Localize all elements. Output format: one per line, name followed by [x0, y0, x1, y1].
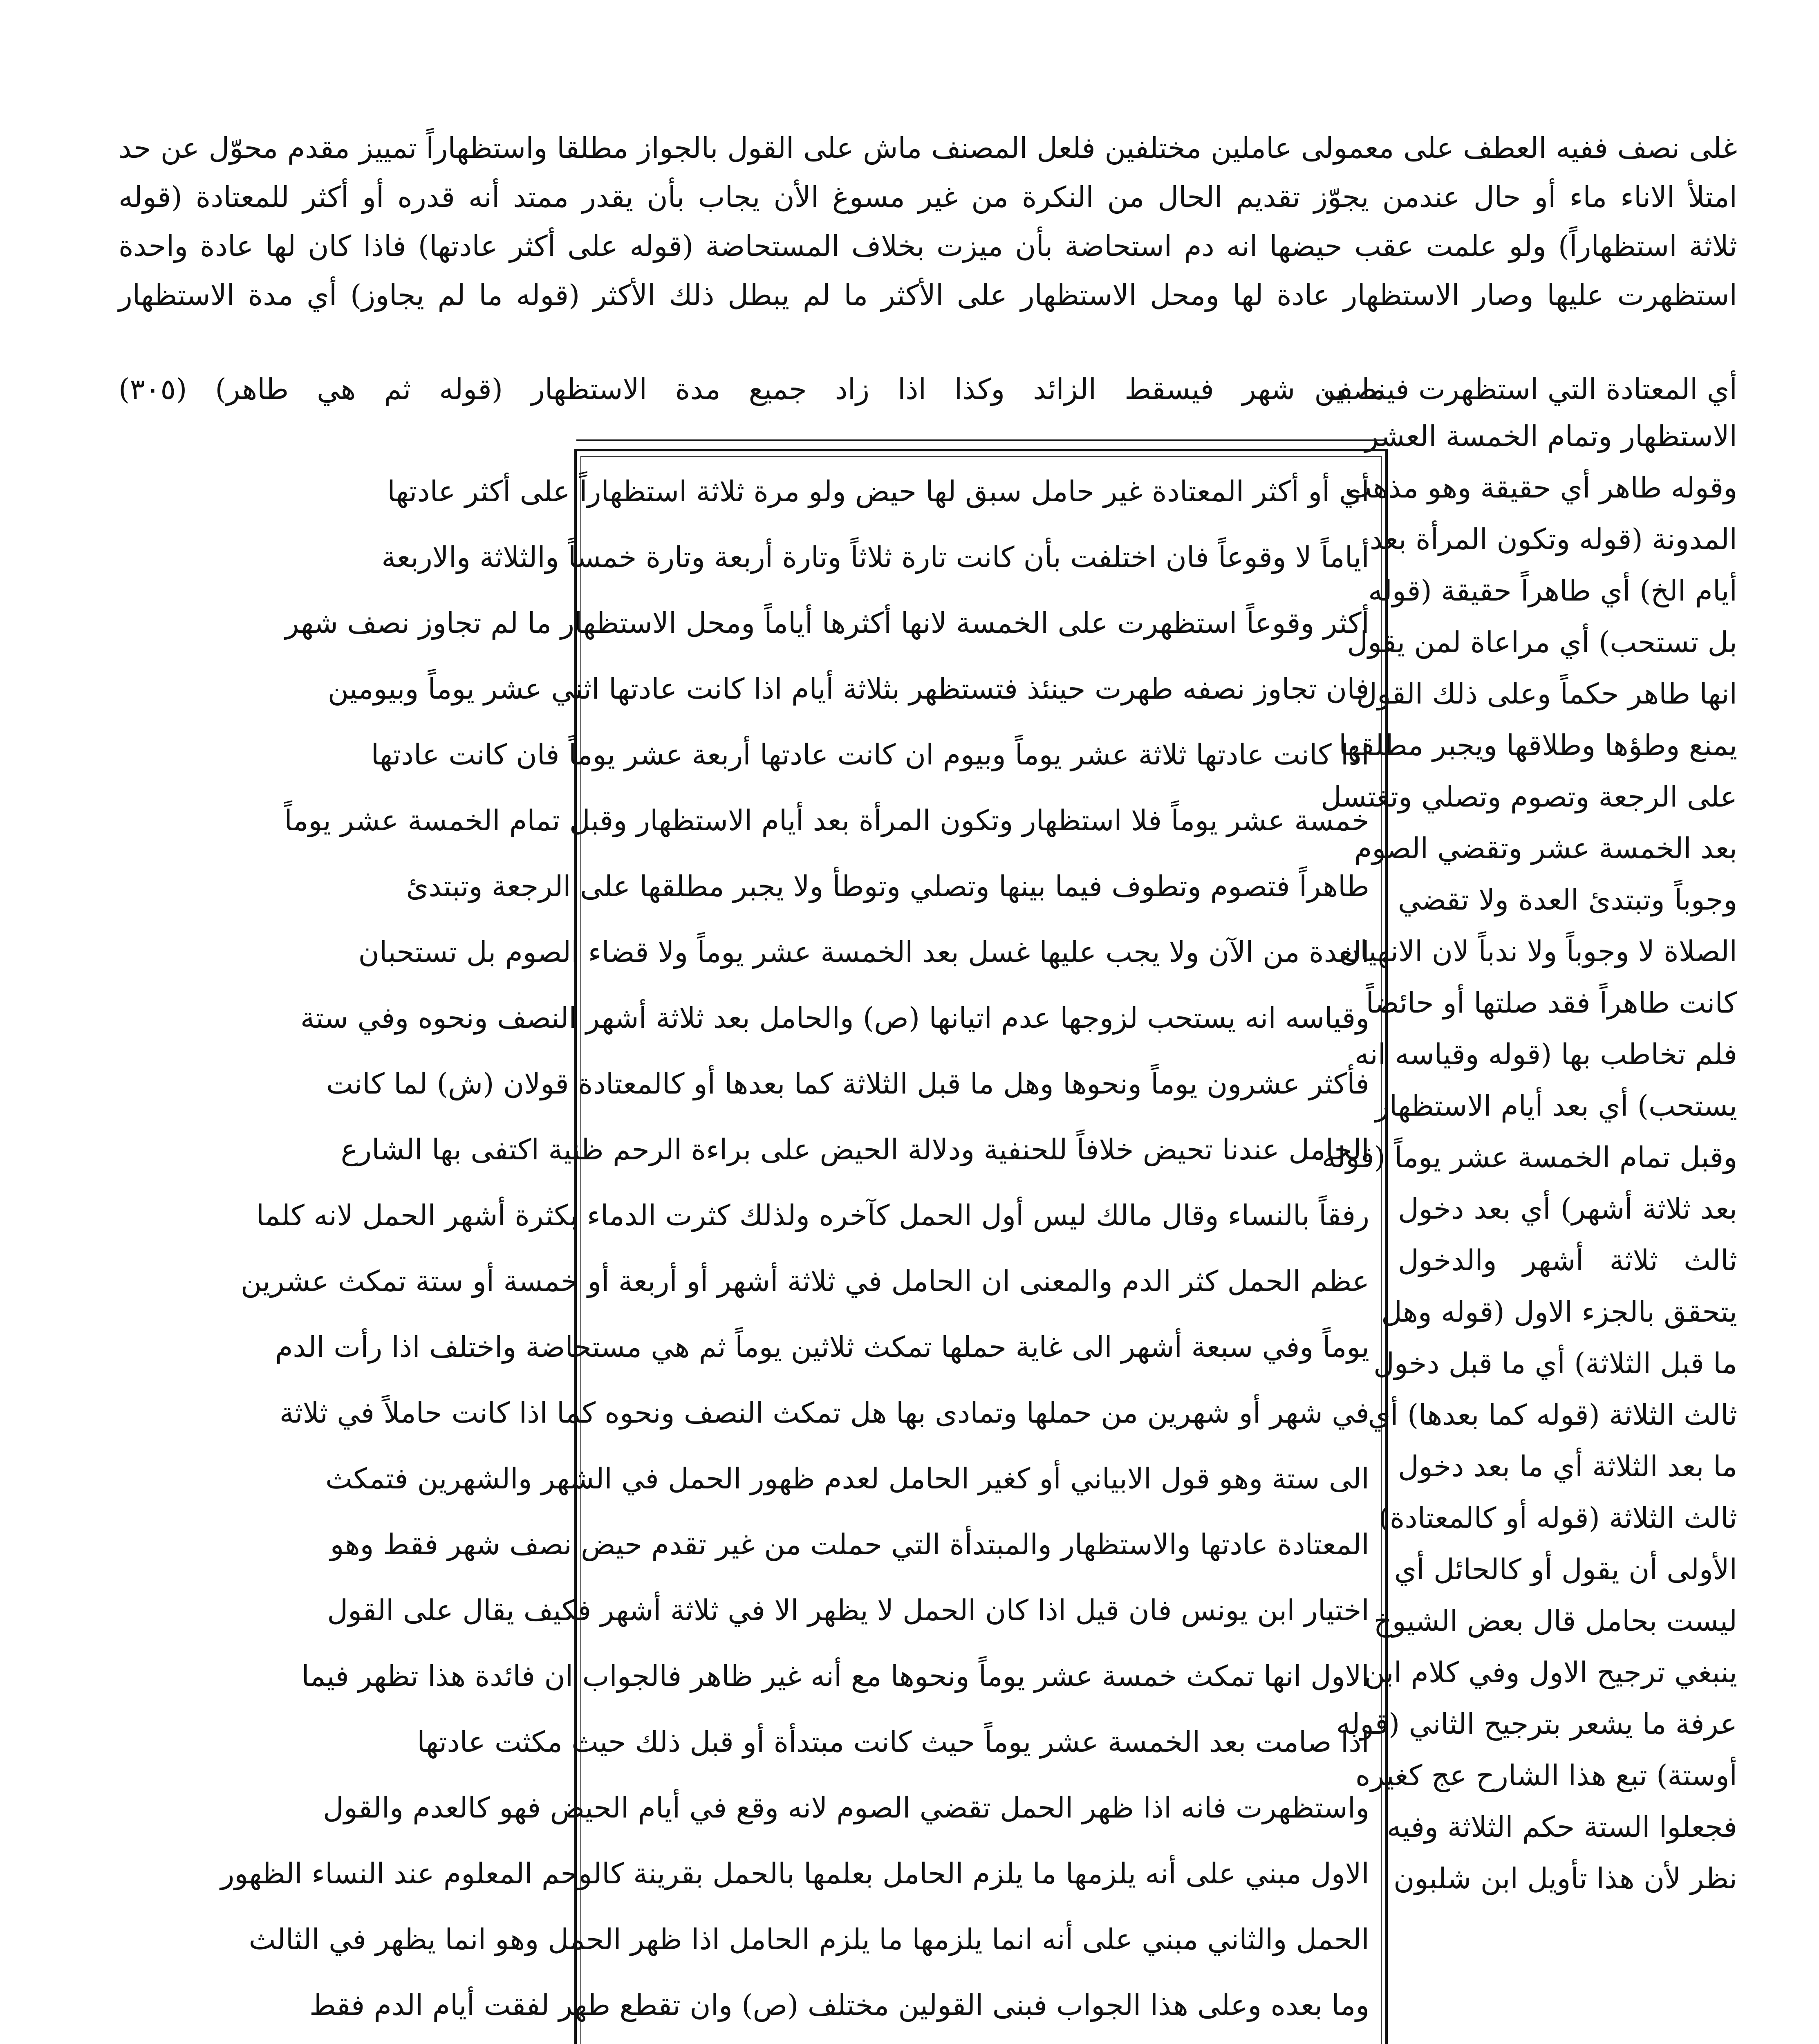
- main-line: الاول انها تمكث خمسة عشر يوماً ونحوها مع أنه غير ظاهر فالجواب ان فائدة هذا تظهر فيما: [301, 1659, 1369, 1693]
- main-line: اذا كانت عادتها ثلاثة عشر يوماً وبيوم ان كانت عادتها أربعة عشر يوماً فان كانت عادتها: [371, 738, 1369, 771]
- main-line: فان تجاوز نصفه طهرت حينئذ فتستظهر بثلاثة أيام اذا كانت عادتها اثني عشر يوماً وبيومين: [327, 672, 1369, 706]
- sidebar-line: الأولى أن يقول أو كالحائل أي: [1394, 1553, 1737, 1586]
- header-line-left: نصف شهر فيسقط الزائد وكذا اذا زاد جميع مدة الاستظهار (قوله ثم هي طاهر) (٣٠٥): [119, 372, 1386, 406]
- sidebar-line: ما قبل الثلاثة) أي ما قبل دخول: [1373, 1347, 1737, 1380]
- main-line: في شهر أو شهرين من حملها وتمادى بها هل تمكث النصف ونحوه كما اذا كانت حاملاً في ثلاثة: [279, 1396, 1369, 1430]
- sidebar-line: الصلاة لا وجوباً ولا ندباً لان الانهيان: [1339, 935, 1737, 968]
- sidebar-line: فلم تخاطب بها (قوله وقياسه انه: [1354, 1038, 1737, 1071]
- main-line: العدة من الآن ولا يجب عليها غسل بعد الخمسة عشر يوماً ولا قضاء الصوم بل تستحبان: [358, 935, 1369, 969]
- main-line: الى ستة وهو قول الابياني أو كغير الحامل لعدم ظهور الحمل في الشهر والشهرين فتمكث: [325, 1462, 1369, 1495]
- header-rule: [576, 439, 1386, 441]
- sidebar-line: المدونة (قوله وتكون المرأة بعد: [1369, 522, 1737, 556]
- header-line: غلى نصف ففيه العطف على معمولى عاملين مختلفين فلعل المصنف ماش على القول بالجواز مطلقا واستظهاراً تمييز مقدم محوّل عن حد: [119, 131, 1737, 165]
- main-line: خمسة عشر يوماً فلا استظهار وتكون المرأة بعد أيام الاستظهار وقبل تمام الخمسة عشر يوماً: [284, 804, 1369, 837]
- main-line: يوماً وفي سبعة أشهر الى غاية حملها تمكث ثلاثين يوماً ثم هي مستحاضة واختلف اذا رأت الدم: [275, 1330, 1369, 1364]
- header-line: استظهرت عليها وصار الاستظهار عادة لها ومحل الاستظهار على الأكثر ما لم يبطل ذلك الأكثر (قوله ما لم يجاوز) أي مدة الاستظهار: [119, 278, 1737, 312]
- main-line: اختيار ابن يونس فان قيل اذا كان الحمل لا يظهر الا في ثلاثة أشهر فكيف يقال على القول: [327, 1594, 1369, 1627]
- sidebar-line: يمنع وطؤها وطلاقها ويجبر مطلقها: [1339, 728, 1737, 762]
- sidebar-line: بل تستحب) أي مراعاة لمن يقول: [1347, 625, 1737, 659]
- sidebar-line: الاستظهار وتمام الخمسة العشر: [1364, 419, 1737, 453]
- sidebar-line: بعد ثلاثة أشهر) أي بعد دخول: [1398, 1192, 1737, 1226]
- sidebar-line: نظر لأن هذا تأويل ابن شلبون: [1393, 1862, 1737, 1895]
- main-line: فأكثر عشرون يوماً ونحوها وهل ما قبل الثلاثة كما بعدها أو كالمعتادة قولان (ش) لما كانت: [326, 1067, 1369, 1100]
- sidebar-line: عرفة ما يشعر بترجيح الثاني (قوله: [1336, 1707, 1737, 1741]
- main-line: رفقاً بالنساء وقال مالك ليس أول الحمل كآخره ولذلك كثرت الدماء بكثرة أشهر الحمل لانه كلما: [256, 1199, 1369, 1232]
- sidebar-line: وقوله طاهر أي حقيقة وهو مذهب: [1345, 471, 1737, 504]
- sidebar-line: أوستة) تبع هذا الشارح عج كغيره: [1355, 1759, 1737, 1792]
- sidebar-line: أيام الخ) أي طاهراً حقيقة (قوله: [1368, 574, 1737, 607]
- header-line: ثلاثة استظهاراً) ولو علمت عقب حيضها انه دم استحاضة بأن ميزت بخلاف المستحاضة (قوله على أكثر عادتها) فاذا كان لها عادة واحدة: [119, 229, 1737, 263]
- main-line: وقياسه انه يستحب لزوجها عدم اتيانها (ص) والحامل بعد ثلاثة أشهر النصف ونحوه وفي ستة: [300, 1001, 1369, 1035]
- sidebar-line: يستحب) أي بعد أيام الاستظهار: [1375, 1089, 1737, 1123]
- sidebar-line: ثالث الثلاثة (قوله كما بعدها) أي: [1368, 1398, 1737, 1432]
- sidebar-line: ليست بحامل قال بعض الشيوخ: [1373, 1604, 1737, 1638]
- main-line: أكثر وقوعاً استظهرت على الخمسة لانها أكثرها أياماً ومحل الاستظهار ما لم تجاوز نصف شهر: [285, 606, 1369, 640]
- main-line: الاول مبني على أنه يلزمها ما يلزم الحامل بعلمها بالحمل بقرينة كالوحم المعلوم عند النساء الظهور: [220, 1857, 1369, 1890]
- main-line: المعتادة عادتها والاستظهار والمبتدأة التي حملت من غير تقدم حيض نصف شهر فقط وهو: [330, 1528, 1369, 1561]
- sidebar-line: انها طاهر حكماً وعلى ذلك القول: [1356, 677, 1737, 710]
- sidebar-line: ما بعد الثلاثة أي ما بعد دخول: [1398, 1450, 1737, 1483]
- sidebar-line: فجعلوا الستة حكم الثلاثة وفيه: [1387, 1810, 1737, 1844]
- header-line: امتلأ الاناء ماء أو حال عندمن يجوّز تقديم الحال من النكرة من غير مسوغ الأن يجاب بأن يقدر ممتد أنه قدره أو أكثر للمعتادة (قوله: [119, 180, 1737, 214]
- sidebar-line: بعد الخمسة عشر وتقضي الصوم: [1354, 831, 1737, 865]
- main-line: واستظهرت فانه اذا ظهر الحمل تقضي الصوم لانه وقع في أيام الحيض فهو كالعدم والقول: [323, 1791, 1369, 1824]
- main-line: أي أو أكثر المعتادة غير حامل سبق لها حيض ولو مرة ثلاثة استظهاراً على أكثر عادتها: [387, 475, 1369, 508]
- sidebar-line: ينبغي ترجيح الاول وفي كلام ابن: [1364, 1656, 1737, 1689]
- sidebar-line: يتحقق بالجزء الاول (قوله وهل: [1381, 1295, 1737, 1329]
- main-line: اذا صامت بعد الخمسة عشر يوماً حيث كانت مبتدأة أو قبل ذلك حيث مكثت عادتها: [417, 1725, 1369, 1759]
- main-line: الحمل والثاني مبني على أنه انما يلزمها ما يلزم الحامل اذا ظهر الحمل وهو انما يظهر في الثالث: [249, 1923, 1369, 1956]
- sidebar-line: ثالث الثلاثة (قوله أو كالمعتادة): [1378, 1501, 1737, 1535]
- sidebar-line: وجوباً وتبتدئ العدة ولا تقضي: [1398, 883, 1737, 917]
- main-line: وما بعده وعلى هذا الجواب فبنى القولين مختلف (ص) وان تقطع طهر لفقت أيام الدم فقط: [309, 1988, 1369, 2022]
- sidebar-line: على الرجعة وتصوم وتصلي وتغتسل: [1321, 780, 1737, 814]
- sidebar-line: وقبل تمام الخمسة عشر يوماً (قوله: [1322, 1141, 1737, 1174]
- sidebar-line: كانت طاهراً فقد صلتها أو حائضاً: [1366, 986, 1737, 1020]
- main-line: طاهراً فتصوم وتطوف فيما بينها وتصلي وتوطأ ولا يجبر مطلقها على الرجعة وتبتدئ: [406, 870, 1369, 903]
- main-line: عظم الحمل كثر الدم والمعنى ان الحامل في ثلاثة أشهر أو أربعة أو خمسة أو ستة تمكث عشرين: [240, 1264, 1369, 1298]
- main-line: الحامل عندنا تحيض خلافاً للحنفية ودلالة الحيض على براءة الرحم ظنية اكتفى بها الشارع: [341, 1133, 1369, 1166]
- main-line: أياماً لا وقوعاً فان اختلفت بأن كانت تارة ثلاثاً وتارة أربعة وتارة خمساً والثلاثة والاربعة: [381, 540, 1369, 574]
- header-line-right: أي المعتادة التي استظهرت فيما بين: [1314, 372, 1737, 406]
- sidebar-line: ثالث ثلاثة أشهر والدخول: [1398, 1244, 1737, 1277]
